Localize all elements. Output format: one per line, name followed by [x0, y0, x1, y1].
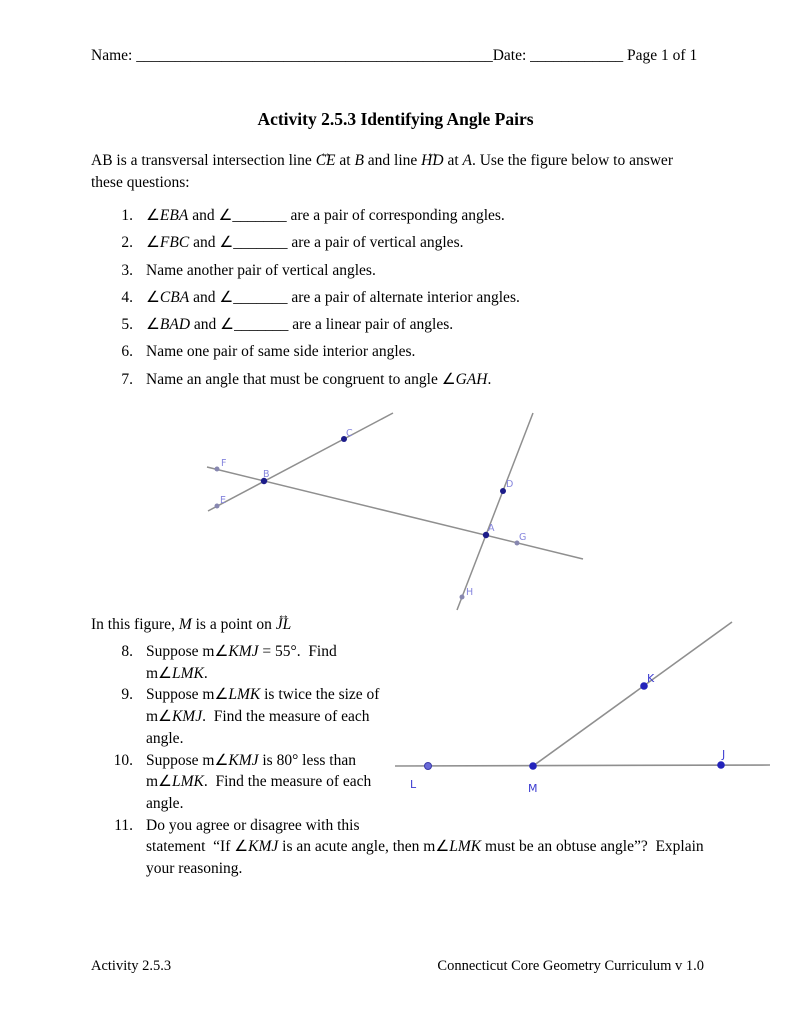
- question-number: 10.: [113, 751, 133, 769]
- question-number: 2.: [121, 234, 133, 252]
- question-4: [91, 287, 741, 309]
- point-K-label: K: [647, 672, 655, 685]
- page-indicator: Page 1 of 1: [627, 47, 698, 64]
- point-A-label: A: [488, 523, 495, 534]
- question-text: ∠EBA and ∠_______ are a pair of corresponding angles.: [146, 207, 505, 224]
- point-D-label: D: [506, 479, 514, 490]
- part2-intro: In this figure, M is a point on ↔ JL: [91, 616, 291, 634]
- figure2-angle-diagram: [390, 605, 775, 795]
- question-number: 3.: [121, 261, 133, 279]
- question-text: ∠FBC and ∠_______ are a pair of vertical angles.: [146, 234, 464, 252]
- point-G-label: G: [519, 532, 527, 543]
- intro-paragraph: AB is a transversal intersection line ↔ CE at B and line ↔ HD at A. Use the figure below to answer these questions:: [91, 150, 746, 194]
- point-M-dot: [529, 762, 537, 770]
- figure1-transversal-diagram: [200, 403, 590, 618]
- question-number: 6.: [121, 343, 133, 361]
- question-text: Suppose m∠KMJ is 80° less than m∠LMK. Find the measure of each angle.: [146, 751, 372, 812]
- question-text: ∠CBA and ∠_______ are a pair of alternate interior angles.: [146, 288, 520, 306]
- question-number: 8.: [121, 643, 133, 660]
- ray-MK: [533, 622, 732, 766]
- line-HD: [457, 413, 533, 610]
- point-B-label: B: [263, 469, 270, 480]
- point-L-label: L: [410, 778, 417, 791]
- point-F-dot: [215, 467, 220, 472]
- point-M-label: M: [528, 782, 538, 795]
- question-number: 11.: [114, 816, 133, 834]
- point-J-dot: [717, 761, 725, 769]
- question-text: Name an angle that must be congruent to angle ∠GAH.: [146, 370, 492, 388]
- line-JL: [395, 765, 770, 766]
- question-number: 1.: [121, 207, 133, 224]
- questions-part1: [91, 205, 741, 396]
- question-number: 5.: [121, 316, 133, 334]
- question-7: [91, 369, 741, 391]
- question-text: Suppose m∠LMK is twice the size of m∠KMJ. Find the measure of each angle.: [146, 686, 380, 747]
- question-3: [91, 260, 741, 282]
- question-1: [91, 205, 741, 227]
- question-2: [91, 232, 741, 254]
- point-C-label: C: [346, 428, 353, 439]
- question-number: 4.: [121, 288, 133, 306]
- question-text: Name one pair of same side interior angles.: [146, 343, 416, 361]
- question-6: [91, 341, 741, 363]
- question-11: [91, 815, 731, 880]
- question-text: ∠BAD and ∠_______ are a linear pair of angles.: [146, 316, 454, 334]
- question-text: Name another pair of vertical angles.: [146, 261, 376, 279]
- point-J-label: J: [722, 748, 726, 761]
- line-CE: [208, 413, 393, 511]
- footer-activity-label: Activity 2.5.3: [91, 958, 172, 974]
- point-L-dot: [425, 763, 432, 770]
- point-E-dot: [215, 504, 220, 509]
- footer-curriculum-label: Connecticut Core Geometry Curriculum v 1.0: [437, 958, 704, 974]
- question-text: Suppose m∠KMJ = 55°. Find m∠LMK.: [146, 643, 337, 682]
- question-5: [91, 314, 741, 336]
- point-H-label: H: [466, 587, 474, 598]
- name-blank-line: ______________________________________________: [132, 47, 493, 64]
- point-F-label: F: [221, 458, 227, 469]
- date-label: Date:: [492, 47, 527, 64]
- question-number: 7.: [121, 370, 133, 388]
- name-label: Name:: [91, 47, 133, 64]
- question-text: Do you agree or disagree with this statement “If ∠KMJ is an acute angle, then m∠LMK must be an obtuse angle”? Explain your reasoning.: [146, 816, 704, 878]
- point-H-dot: [460, 595, 465, 600]
- point-E-label: E: [220, 495, 227, 506]
- activity-title: Activity 2.5.3 Identifying Angle Pairs: [257, 109, 534, 129]
- question-number: 9.: [121, 686, 133, 704]
- date-blank-line: ____________: [526, 47, 628, 64]
- header: [91, 47, 697, 65]
